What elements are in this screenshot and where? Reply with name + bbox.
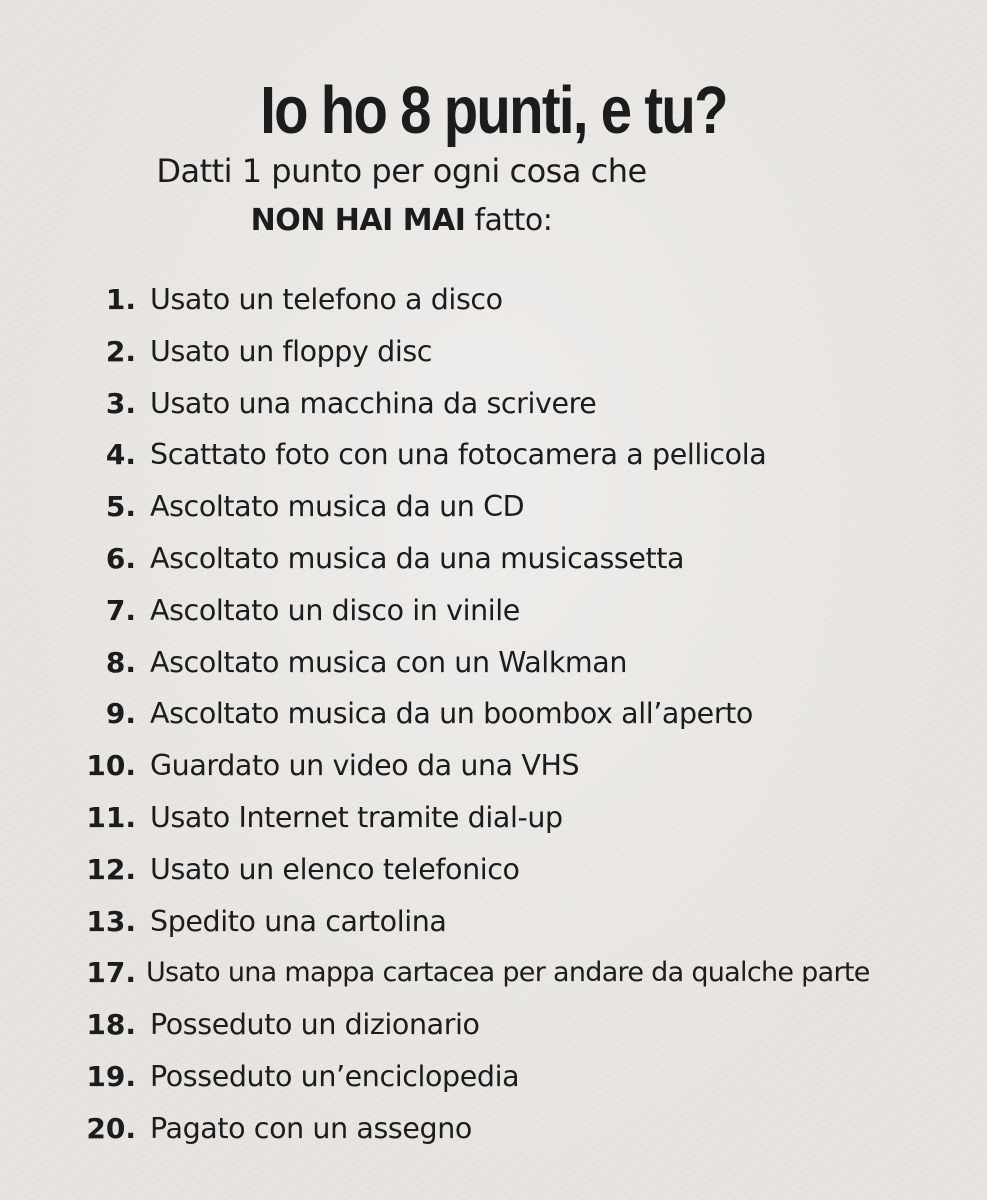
item-text: Ascoltato musica da un boombox all’aperto bbox=[150, 697, 753, 731]
item-number: 7. bbox=[105, 593, 136, 627]
intro-line-1: Datti 1 punto per ogni cosa che bbox=[156, 152, 647, 190]
item-number: 8. bbox=[105, 645, 136, 679]
item-text: Ascoltato un disco in vinile bbox=[150, 593, 520, 627]
item-number: 20. bbox=[86, 1111, 136, 1145]
item-text: Posseduto un’enciclopedia bbox=[150, 1059, 520, 1093]
item-text: Usato un floppy disc bbox=[150, 334, 433, 368]
item-number: 6. bbox=[105, 541, 136, 575]
item-number: 10. bbox=[86, 749, 136, 783]
page-title: Io ho 8 punti, e tu? bbox=[260, 72, 727, 148]
item-text: Scattato foto con una fotocamera a pellicola bbox=[150, 438, 767, 472]
item-number: 1. bbox=[105, 283, 136, 316]
item-number: 19. bbox=[86, 1059, 136, 1093]
item-text: Ascoltato musica da una musicassetta bbox=[150, 541, 685, 575]
item-text: Usato una macchina da scrivere bbox=[150, 386, 597, 420]
item-text: Ascoltato musica con un Walkman bbox=[150, 645, 628, 679]
intro-line-2-rest: fatto: bbox=[465, 203, 553, 238]
item-text: Spedito una cartolina bbox=[150, 904, 447, 938]
intro-emphasis: NON HAI MAI bbox=[250, 203, 466, 238]
item-text: Pagato con un assegno bbox=[150, 1111, 472, 1145]
intro-line-2 bbox=[0, 196, 803, 246]
item-text: Ascoltato musica da un CD bbox=[150, 490, 525, 524]
item-text: Usato un telefono a disco bbox=[150, 283, 503, 316]
item-number: 18. bbox=[86, 1008, 136, 1042]
item-text: Guardato un video da una VHS bbox=[150, 749, 580, 783]
item-text: Posseduto un dizionario bbox=[150, 1008, 480, 1042]
item-number: 5. bbox=[105, 490, 136, 524]
item-number: 13. bbox=[86, 904, 136, 938]
item-text: Usato un elenco telefonico bbox=[150, 852, 520, 886]
item-number: 2. bbox=[105, 334, 136, 368]
item-number: 17. bbox=[86, 956, 136, 990]
item-number: 9. bbox=[105, 697, 136, 731]
item-number: 4. bbox=[105, 438, 136, 472]
item-text: Usato Internet tramite dial-up bbox=[150, 800, 563, 834]
item-text: Usato una mappa cartacea per andare da qualche parte bbox=[146, 957, 870, 989]
intro-text bbox=[0, 146, 803, 246]
item-number: 11. bbox=[86, 800, 136, 834]
item-number: 12. bbox=[86, 852, 136, 886]
item-number: 3. bbox=[105, 386, 136, 420]
